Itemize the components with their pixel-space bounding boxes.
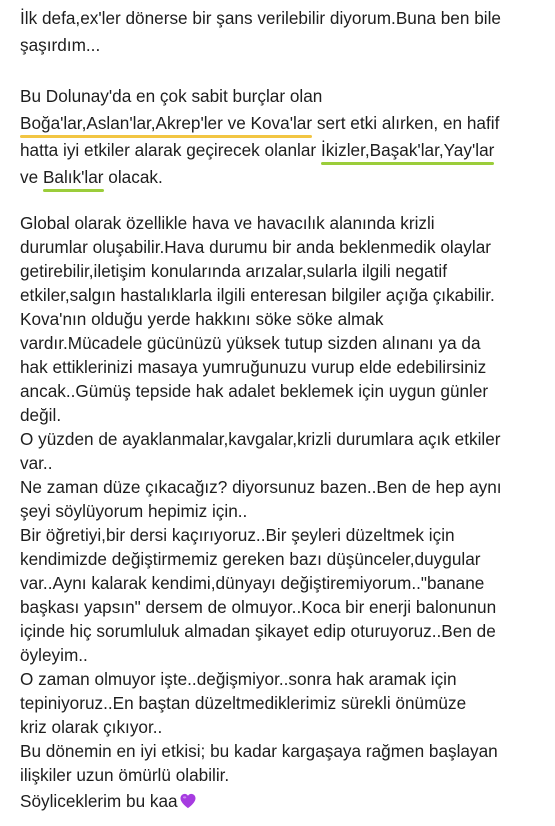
text-line [20, 790, 197, 813]
text-line: var.. [20, 453, 53, 473]
text-line: Global olarak özellikle hava ve havacılık alanında krizli [20, 213, 435, 233]
text-line: Bir öğretiyi,bir dersi kaçırıyoruz..Bir şeyleri düzeltmek için [20, 525, 455, 545]
text-segment: ve [20, 167, 43, 187]
lucky-sign-highlight: Balık'lar [42, 167, 104, 187]
text-line: Bu dönemin en iyi etkisi; bu kadar kargaşaya rağmen başlayan [20, 741, 498, 761]
text-line: şeyi söylüyorum hepimiz için.. [20, 501, 248, 521]
text-line: ancak..Gümüş tepside hak adalet beklemek için uygun günler [20, 381, 489, 401]
lucky-signs-highlight: İkizler,Başak'lar,Yay'lar [320, 140, 495, 160]
text-line: Bu Dolunay'da en çok sabit burçlar olan [20, 86, 323, 106]
text-line: içinde hiç sorumluluk almadan şikayet edip oturuyoruz..Ben de [20, 621, 496, 641]
text-line: Ne zaman düze çıkacağız? diyorsunuz bazen..Ben de hep aynı [20, 477, 502, 497]
text-line: vardır.Mücadele gücünüzü yüksek tutup sizden alınanı ya da [20, 333, 481, 353]
fixed-signs-highlight: Boğa'lar,Aslan'lar,Akrep'ler ve Kova'lar [20, 113, 313, 133]
text-line: başkası yapsın" dersem de olmuyor..Koca bir enerji balonunun [20, 597, 497, 617]
text-segment: olacak. [103, 167, 163, 187]
text-line: hak ettiklerinizi masaya yumruğunuzu vurup elde edebilirsiniz [20, 357, 487, 377]
text-line: etkiler,salgın hastalıklarla ilgili enteresan bilgiler açığa çıkabilir. [20, 285, 495, 305]
text-line: O yüzden de ayaklanmalar,kavgalar,krizli durumlara açık etkiler [20, 429, 501, 449]
text-segment: hatta iyi etkiler alarak geçirecek olanlar [20, 140, 321, 160]
text-line: ilişkiler uzun ömürlü olabilir. [20, 765, 230, 785]
purple-heart-icon [179, 792, 197, 810]
text-line [20, 166, 163, 189]
text-line: tepiniyoruz..En baştan düzeltmediklerimiz sürekli önümüze [20, 693, 467, 713]
text-line [20, 139, 494, 162]
text-line: değil. [20, 405, 62, 425]
text-line: kendimizde değiştirmemiz gereken bazı düşünceler,duygular [20, 549, 481, 569]
text-line: O zaman olmuyor işte..değişmiyor..sonra hak aramak için [20, 669, 457, 689]
text-line: öyleyim.. [20, 645, 88, 665]
text-segment: Söyliceklerim bu kaa [20, 791, 178, 811]
text-line: getirebilir,iletişim konularında arızalar,sularla ilgili negatif [20, 261, 448, 281]
text-line: durumlar oluşabilir.Hava durumu bir anda beklenmedik olaylar [20, 237, 491, 257]
text-line: şaşırdım... [20, 35, 101, 55]
text-segment: sert etki alırken, en hafif [312, 113, 500, 133]
text-line: Kova'nın olduğu yerde hakkını söke söke almak [20, 309, 384, 329]
text-line: var..Aynı kalarak kendimi,dünyayı değiştiremiyorum.."banane [20, 573, 485, 593]
text-line: İlk defa,ex'ler dönerse bir şans verilebilir diyorum.Buna ben bile [20, 8, 501, 28]
text-line [20, 112, 499, 135]
text-line: kriz olarak çıkıyor.. [20, 717, 163, 737]
